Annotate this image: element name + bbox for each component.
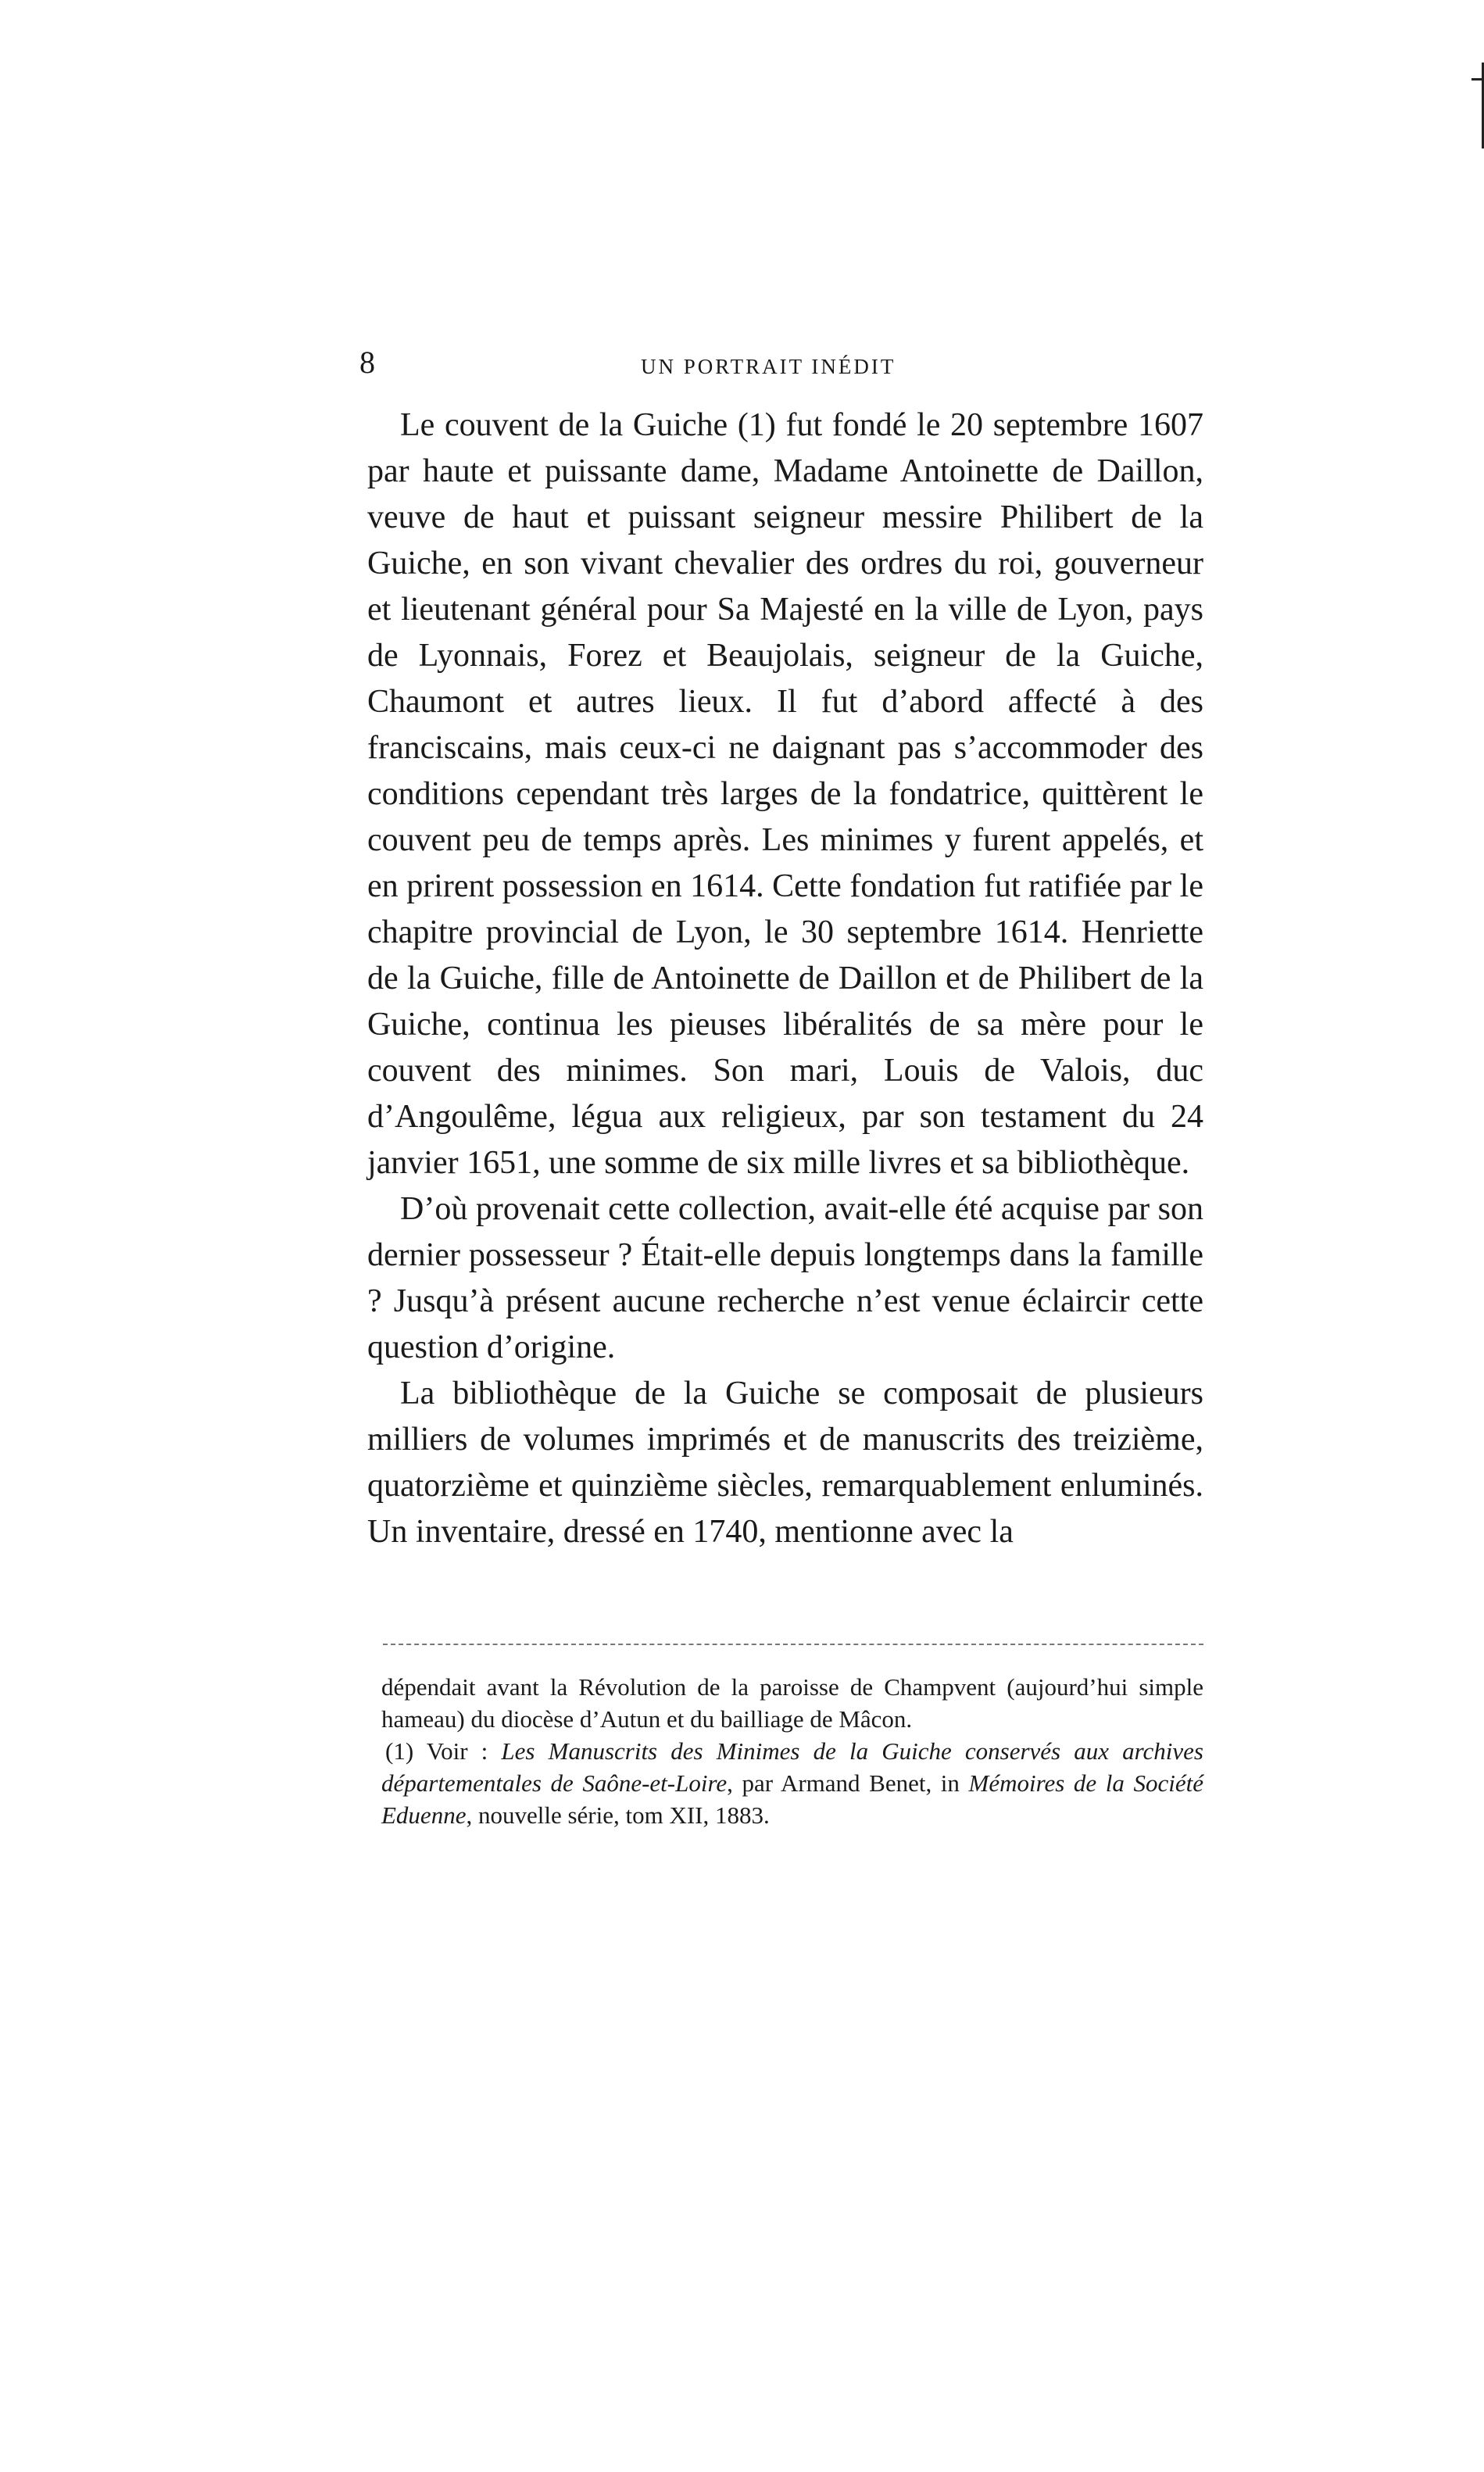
main-text <box>367 402 1203 1555</box>
footnote-1-author: , par Armand Benet, in <box>727 1769 969 1797</box>
footnote-divider <box>383 1644 1203 1645</box>
paragraph: La bibliothèque de la Guiche se composait de plusieurs milliers de volumes imprimés et de manuscrits des treizième, quatorzième et quinzième siècles, remarquablement enluminés. Un inventaire, dressé en 1740, mentionne avec la <box>367 1376 1203 1550</box>
page-header <box>359 344 1258 391</box>
footnote-1-details: , nouvelle série, tom XII, 1883. <box>466 1801 770 1829</box>
margin-mark <box>1471 78 1484 80</box>
footnote-1-prefix: (1) Voir : <box>385 1737 502 1765</box>
footnote-1-title: Les Manuscrits des Minimes de la Guiche conservés aux archives départementales de Saône-et-Loire <box>381 1737 1203 1797</box>
paragraph: D’où provenait cette collection, avait-elle été acquise par son dernier possesseur ? Était-elle depuis longtemps dans la famille ? Jusqu’à présent aucune recherche n’est venue éclaircir cette question d’origine. <box>367 1191 1203 1365</box>
footnote-1 <box>381 1735 1203 1831</box>
footnote-continuation: dépendait avant la Révolution de la paroisse de Champvent (aujourd’hui simple hameau) du diocèse d’Autun et du bailliage de Mâcon. <box>381 1673 1203 1733</box>
footnotes <box>381 1671 1203 1831</box>
paragraph: Le couvent de la Guiche (1) fut fondé le 20 septembre 1607 par haute et puissante dame, Madame Antoinette de Daillon, veuve de haut et puissant seigneur messire Philibert de la Guiche, en son vivant chevalier des ordres du roi, gouverneur et lieutenant général pour Sa Majesté en la ville de Lyon, pays de Lyonnais, Forez et Beaujolais, seigneur de la Guiche, Chaumont et autres lieux. Il fut d’abord affecté à des franciscains, mais ceux-ci ne daignant pas s’accommoder des conditions cependant très larges de la fondatrice, quittèrent le couvent peu de temps après. Les minimes y furent appelés, et en prirent possession en 1614. Cette fondation fut ratifiée par le chapitre provincial de Lyon, le 30 septembre 1614. Henriette de la Guiche, fille de Antoinette de Daillon et de Philibert de la Guiche, continua les pieuses libéralités de sa mère pour le couvent des minimes. Son mari, Louis de Valois, duc d’Angoulême, légua aux religieux, par son testament du 24 janvier 1651, une somme de six mille livres et sa bibliothèque. <box>367 407 1203 1181</box>
running-head: UN PORTRAIT INÉDIT <box>641 355 896 378</box>
footnote-1-journal: Mémoires de la Société Eduenne <box>381 1769 1203 1829</box>
page-number: 8 <box>359 345 375 380</box>
